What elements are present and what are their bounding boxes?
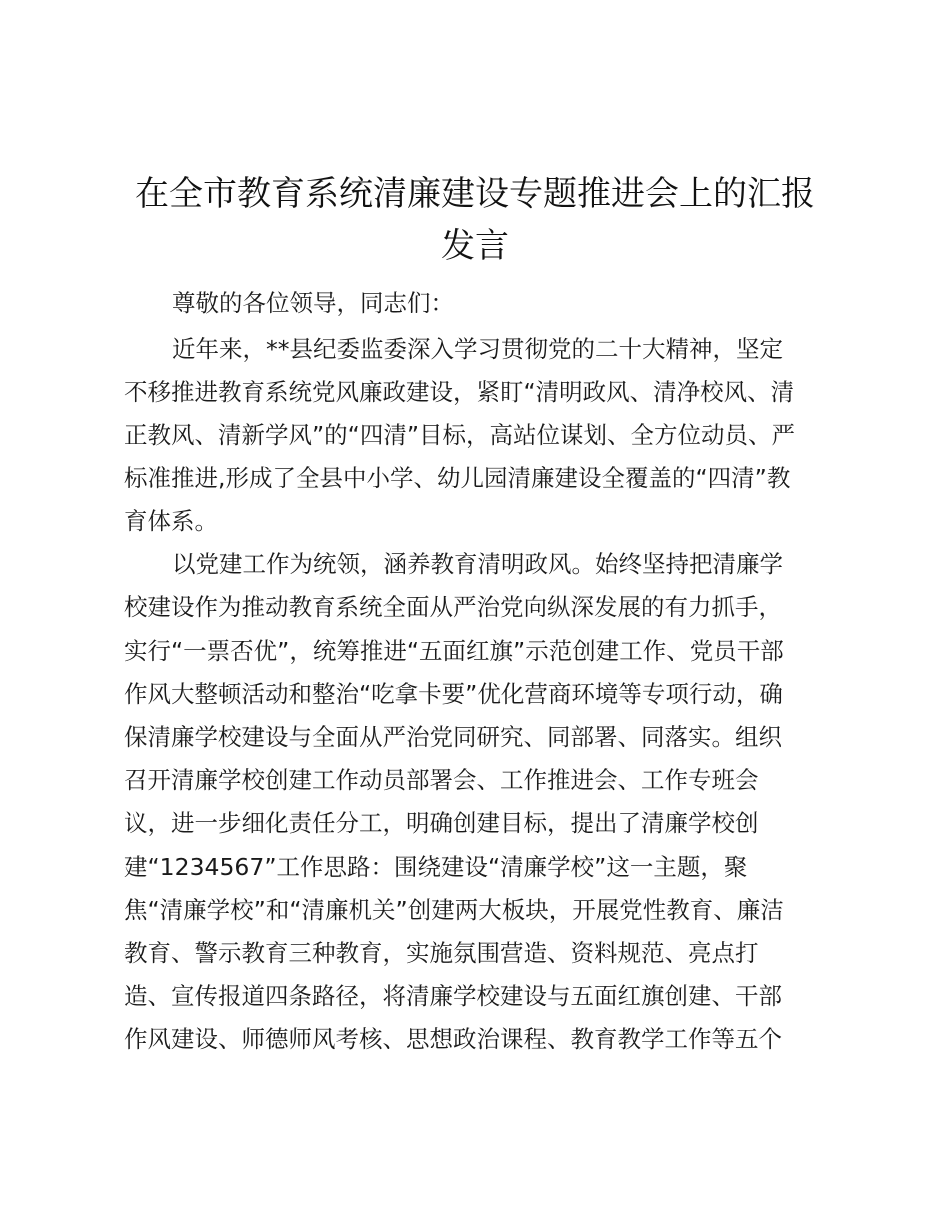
body-line: 作风大整顿活动和整治“吃拿卡要”优化营商环境等专项行动，确 xyxy=(124,680,783,708)
body-line: 作风建设、师德师风考核、思想政治课程、教育教学工作等五个 xyxy=(124,1025,782,1053)
body-line: 以党建工作为统领，涵养教育清明政风。始终坚持把清廉学 xyxy=(172,550,783,578)
body-line: 不移推进教育系统党风廉政建设，紧盯“清明政风、清净校风、清 xyxy=(124,378,795,406)
body-line: 实行“一票否优”，统筹推进“五面红旗”示范创建工作、党员干部 xyxy=(124,637,784,665)
document-title-line-1: 在全市教育系统清廉建设专题推进会上的汇报 xyxy=(135,174,815,214)
body-line: 教育、警示教育三种教育，实施氛围营造、资料规范、亮点打 xyxy=(124,939,759,967)
salutation: 尊敬的各位领导，同志们： xyxy=(172,289,454,317)
body-line: 标准推进,形成了全县中小学、幼儿园清廉建设全覆盖的“四清”教 xyxy=(124,464,791,492)
body-line: 焦“清廉学校”和“清廉机关”创建两大板块，开展党性教育、廉洁 xyxy=(124,896,784,924)
body-line: 建“1234567”工作思路：围绕建设“清廉学校”这一主题，聚 xyxy=(124,853,748,881)
body-line: 议，进一步细化责任分工，明确创建目标，提出了清廉学校创 xyxy=(124,809,759,837)
body-line: 正教风、清新学风”的“四清”目标，高站位谋划、全方位动员、严 xyxy=(124,421,796,449)
body-line: 召开清廉学校创建工作动员部署会、工作推进会、工作专班会 xyxy=(124,766,759,794)
body-line: 校建设作为推动教育系统全面从严治党向纵深发展的有力抓手， xyxy=(124,593,782,621)
body-line: 近年来，**县纪委监委深入学习贯彻党的二十大精神，坚定 xyxy=(172,335,783,363)
body-line: 造、宣传报道四条路径，将清廉学校建设与五面红旗创建、干部 xyxy=(124,982,782,1010)
document-title-line-2: 发言 xyxy=(441,226,509,266)
body-line: 保清廉学校建设与全面从严治党同研究、同部署、同落实。组织 xyxy=(124,723,782,751)
body-line: 育体系。 xyxy=(124,507,218,535)
